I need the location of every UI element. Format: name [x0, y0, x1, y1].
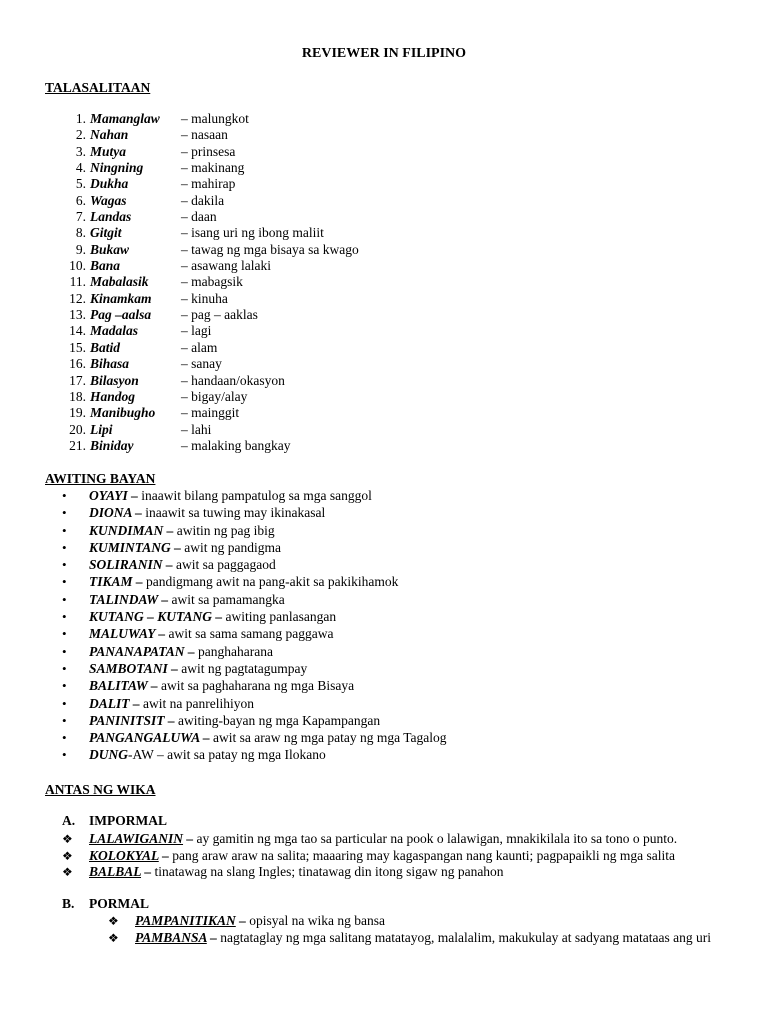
vocab-number: 17.: [69, 372, 86, 388]
vocab-number: 3.: [75, 143, 86, 159]
bullet-icon: •: [62, 574, 67, 590]
vocab-number: 16.: [69, 356, 86, 372]
bullet-icon: •: [62, 643, 67, 659]
song-term: DUNG: [89, 747, 128, 763]
section-heading-antas-ng-wika: ANTAS NG WIKA: [45, 782, 156, 797]
vocab-number: 10.: [69, 258, 86, 274]
bullet-icon: •: [62, 695, 67, 711]
vocab-term: Lipi: [90, 421, 113, 437]
level-a-label: IMPORMAL: [89, 813, 167, 828]
song-description: awiting panlasangan: [222, 609, 337, 625]
song-description: awit ng pagtatagumpay: [177, 660, 308, 676]
vocab-term: Mutya: [90, 143, 127, 159]
bullet-icon: •: [62, 678, 67, 694]
song-description: awit ng pandigma: [180, 539, 281, 555]
vocab-number: 1.: [75, 111, 86, 126]
vocab-term: Bihasa: [90, 356, 130, 372]
vocab-definition: – dakila: [181, 192, 225, 208]
bullet-icon: •: [62, 747, 67, 763]
bullet-icon: •: [62, 609, 67, 625]
vocab-definition: – nasaan: [181, 127, 228, 143]
song-term: PANINITSIT –: [89, 712, 175, 728]
vocab-number: 9.: [75, 241, 86, 257]
song-term: SOLIRANIN –: [89, 557, 173, 573]
vocab-number: 13.: [69, 307, 86, 323]
vocab-definition: – sanay: [181, 356, 222, 372]
vocab-definition: – prinsesa: [181, 143, 236, 159]
song-description: awit sa paghaharana ng mga Bisaya: [157, 678, 355, 694]
level-b-label: PORMAL: [89, 896, 149, 911]
level-a-letter: A.: [62, 813, 76, 828]
vocab-term: Bukaw: [90, 241, 130, 257]
song-term: KUNDIMAN –: [89, 522, 174, 538]
song-description: inaawit sa tuwing may ikinakasal: [141, 505, 326, 521]
diamond-bullet-icon: ❖: [108, 914, 119, 928]
vocab-definition: – mabagsik: [181, 274, 243, 290]
vocab-term: Ningning: [90, 160, 144, 176]
vocab-definition: – tawag ng mga bisaya sa kwago: [181, 241, 359, 257]
song-term: KUTANG – KUTANG –: [89, 609, 223, 625]
song-term: DIONA –: [89, 505, 142, 521]
vocab-definition: – lahi: [181, 421, 212, 437]
page-title: REVIEWER IN FILIPINO: [301, 46, 467, 61]
diamond-bullet-icon: ❖: [108, 931, 119, 945]
term: PAMBANSA: [135, 930, 207, 945]
diamond-bullet-icon: ❖: [62, 849, 73, 863]
vocab-definition: – malaking bangkay: [181, 437, 291, 453]
formal-item: ❖ PAMBANSA – nagtataglay ng mga salitang matatayog, malalalim, makukulay at sadyang matataas ang uri: [108, 930, 711, 945]
vocab-term: Mamanglaw: [90, 111, 160, 126]
song-term: KUMINTANG –: [89, 539, 181, 555]
song-description: awit sa araw ng mga patay ng mga Tagalog: [209, 730, 447, 746]
vocab-definition: – asawang lalaki: [181, 258, 271, 274]
vocab-term: Wagas: [90, 192, 127, 208]
song-description: -AW – awit sa patay ng mga Ilokano: [128, 747, 326, 763]
vocab-term: Dukha: [90, 176, 129, 192]
level-a-heading: [62, 813, 167, 829]
vocab-term: Bana: [90, 258, 121, 274]
bullet-icon: •: [62, 557, 67, 573]
song-description: pandigmang awit na pang-akit sa pakikihamok: [142, 574, 399, 590]
vocab-term: Batid: [90, 339, 121, 355]
song-description: awit sa paggagaod: [172, 557, 276, 573]
vocab-term: Kinamkam: [90, 290, 152, 306]
bullet-icon: •: [62, 488, 67, 503]
vocab-number: 8.: [75, 225, 86, 241]
bullet-icon: •: [62, 626, 67, 642]
vocab-number: 18.: [69, 388, 86, 404]
vocab-number: 15.: [69, 339, 86, 355]
bullet-icon: •: [62, 522, 67, 538]
vocab-definition: – kinuha: [181, 290, 228, 306]
bullet-icon: •: [62, 730, 67, 746]
song-term: BALITAW –: [89, 678, 158, 694]
song-description: awiting-bayan ng mga Kapampangan: [174, 712, 381, 728]
song-description: awit na panrelihiyon: [139, 695, 254, 711]
vocab-definition: – makinang: [181, 160, 245, 176]
vocab-number: 5.: [75, 176, 86, 192]
vocab-number: 4.: [75, 160, 86, 176]
song-description: inaawit bilang pampatulog sa mga sanggol: [137, 488, 372, 503]
term: KOLOKYAL: [89, 848, 159, 863]
section-heading-awiting-bayan: AWITING BAYAN: [45, 471, 156, 486]
section-heading-talasalitaan: TALASALITAAN: [45, 80, 151, 95]
vocab-definition: – isang uri ng ibong maliit: [181, 225, 324, 241]
term: BALBAL: [89, 864, 142, 879]
vocab-number: 2.: [75, 127, 86, 143]
bullet-icon: •: [62, 712, 67, 728]
vocab-number: 14.: [69, 323, 86, 339]
song-term: OYAYI –: [89, 488, 138, 503]
vocab-definition: – mainggit: [181, 405, 240, 421]
song-term: DALIT –: [89, 695, 140, 711]
term: PAMPANITIKAN: [135, 913, 236, 928]
document-page: REVIEWER IN FILIPINO TALASALITAAN 1. Mamanglaw – malungkot 2. Nahan – nasaan 3. Mutya – prinsesa 4. Ningning – makinang 5. Dukha – mahirap 6. Wagas – dakila 7. Landas – daan 8. Gitgit – isang uri ng ibong maliit 9. Bukaw – tawag ng mga bisaya sa kwago 10. Bana – asawang lalaki 11. Mabalasik – mabagsik 12. Kinamkam – kinuha 13. Pag –aalsa – pag – aaklas 14. Madalas – lagi 15. Batid – alam 16. Bihasa – sanay 17. Bilasyon – handaan/okasyon 18. Handog – bigay/alay 19. Manibugho – mainggit 20. Lipi – lahi 21. Biniday – malaking bangkay AWITING BAYAN • OYAYI – inaawit bilang pampatulog sa mga sanggol • DIONA – inaawit sa tuwing may ikinakasal • KUNDIMAN – awitin ng pag ibig • KUMINTANG – awit ng pandigma • SOLIRANIN – awit sa paggagaod • TIKAM – pandigmang awit na pang-akit sa pakikihamok • TALINDAW – awit sa pamamangka • KUTANG – KUTANG – awiting panlasangan • MALUWAY – awit sa sama samang paggawa • PANANAPATAN – panghaharana • SAMBOTANI – awit ng pagtatagumpay • BALITAW – awit sa paghaharana ng mga Bisaya • DALIT – awit na panrelihiyon • PANINITSIT – awiting-bayan ng mga Kapampangan • PANGANGALUWA – awit sa araw ng mga patay ng mga Tagalog • DUNG-AW – awit sa patay ng mga Ilokano ANTAS NG WIKA A. IMPORMAL ❖ LALAWIGANIN – ay gamitin ng mga tao sa particular na pook o lalawigan, mnakikilala ito sa tono o punto. ❖ KOLOKYAL – pang araw araw na salita; maaaring may kagaspangan nang kaunti; pagpapaikli ng mga salita ❖ BALBAL – tinatawag na slang Ingles; tinatawag din itong sigaw ng panahon B. PORMAL ❖ PAMPANITIKAN – opisyal na wika ng bansa ❖ PAMBANSA – nagtataglay ng mga salitang matatayog, malalalim, makukulay at sadyang matataas ang uri: [0, 0, 768, 1024]
vocab-number: 20.: [69, 421, 86, 437]
vocab-definition: – bigay/alay: [181, 388, 248, 404]
vocab-number: 7.: [75, 209, 86, 225]
vocab-term: Manibugho: [90, 405, 156, 421]
vocab-definition: – handaan/okasyon: [181, 372, 285, 388]
song-description: awit sa sama samang paggawa: [165, 626, 334, 642]
diamond-bullet-icon: ❖: [62, 865, 73, 879]
vocab-term: Biniday: [90, 437, 134, 453]
vocab-definition: – malungkot: [181, 111, 249, 126]
vocab-term: Bilasyon: [90, 372, 139, 388]
vocab-term: Mabalasik: [90, 274, 149, 290]
song-term: MALUWAY –: [89, 626, 166, 642]
bullet-icon: •: [62, 539, 67, 555]
vocab-number: 21.: [69, 437, 86, 453]
vocab-term: Gitgit: [90, 225, 122, 241]
vocab-term: Nahan: [90, 127, 129, 143]
song-term: PANANAPATAN –: [89, 643, 195, 659]
song-term: TIKAM –: [89, 574, 143, 590]
vocab-term: Madalas: [90, 323, 139, 339]
song-term: PANGANGALUWA –: [89, 730, 210, 746]
vocab-number: 11.: [69, 274, 86, 290]
song-description: awit sa pamamangka: [168, 591, 285, 607]
vocab-term: Landas: [90, 209, 132, 225]
song-description: awitin ng pag ibig: [173, 522, 275, 538]
bullet-icon: •: [62, 591, 67, 607]
level-b-heading: [62, 896, 149, 912]
vocab-definition: – pag – aaklas: [181, 307, 258, 323]
vocab-term: Handog: [90, 388, 136, 404]
vocab-number: 12.: [69, 290, 86, 306]
vocab-definition: – mahirap: [181, 176, 236, 192]
vocab-number: 19.: [69, 405, 86, 421]
vocab-term: Pag –aalsa: [90, 307, 152, 323]
term: LALAWIGANIN: [89, 831, 184, 846]
vocab-number: 6.: [75, 192, 86, 208]
song-term: TALINDAW –: [89, 591, 169, 607]
diamond-bullet-icon: ❖: [62, 832, 73, 846]
song-term: SAMBOTANI –: [89, 660, 178, 676]
level-b-letter: B.: [62, 896, 75, 911]
bullet-icon: •: [62, 660, 67, 676]
bullet-icon: •: [62, 505, 67, 521]
song-description: panghaharana: [194, 643, 273, 659]
vocab-definition: – alam: [181, 339, 218, 355]
vocab-definition: – daan: [181, 209, 217, 225]
vocab-definition: – lagi: [181, 323, 212, 339]
